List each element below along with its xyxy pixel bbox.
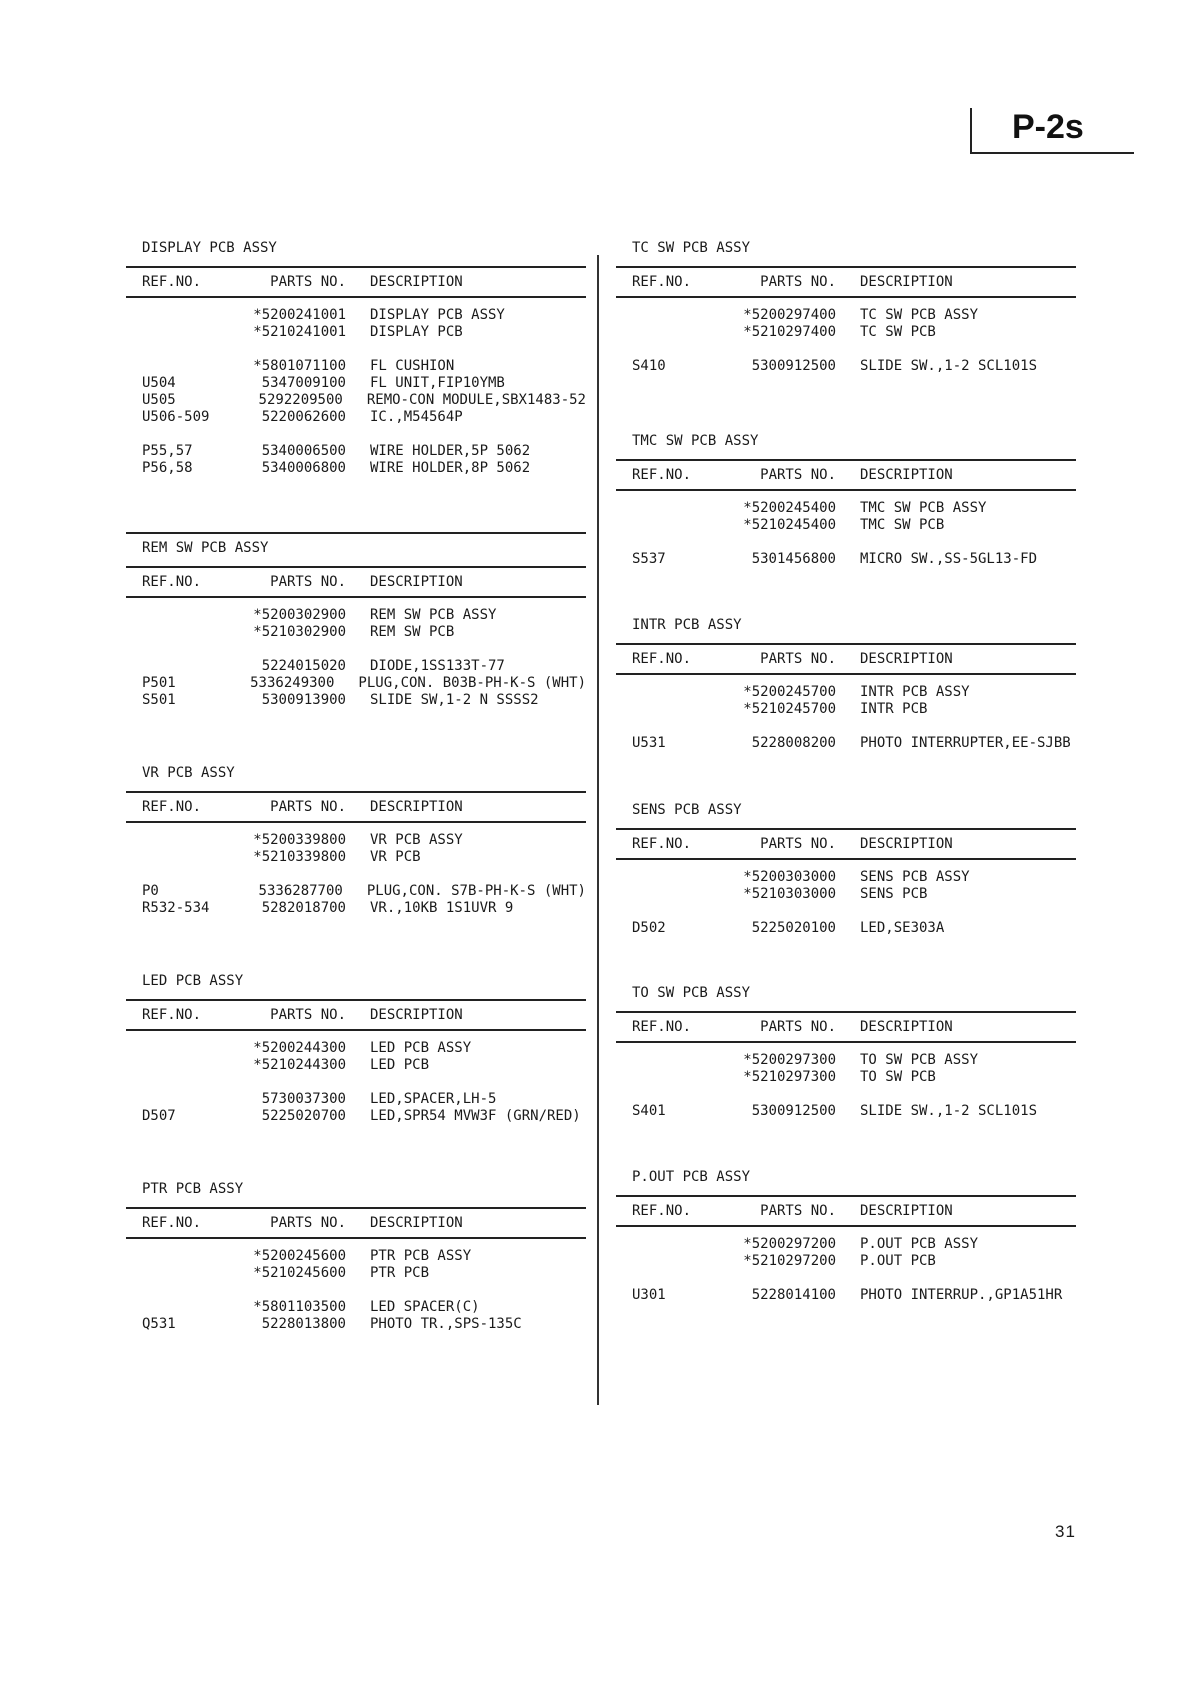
table-row bbox=[616, 517, 1076, 534]
part-no-cell: 5225020100 bbox=[751, 920, 836, 936]
description-cell: WIRE HOLDER,5P 5062 bbox=[370, 443, 531, 459]
part-no-cell: 5228008200 bbox=[751, 735, 836, 751]
description-cell: MICRO SW.,SS-5GL13-FD bbox=[860, 551, 1038, 567]
ref-no-cell: S401 bbox=[632, 1103, 666, 1119]
description-cell: FL CUSHION bbox=[370, 358, 455, 374]
part-no-cell: 5340006800 bbox=[261, 460, 346, 476]
part-no-cell: *5200297200 bbox=[743, 1236, 836, 1252]
table-header bbox=[616, 643, 1076, 675]
table-header bbox=[616, 266, 1076, 298]
description-cell: PLUG,CON. B03B-PH-K-S (WHT) bbox=[358, 675, 586, 691]
column-header-ref: REF.NO. bbox=[142, 798, 202, 815]
description-cell: LED PCB ASSY bbox=[370, 1040, 472, 1056]
part-no-cell: 5228013800 bbox=[261, 1316, 346, 1332]
description-cell: INTR PCB bbox=[860, 701, 928, 717]
table-row bbox=[126, 443, 586, 460]
table-body bbox=[126, 1239, 586, 1333]
table-row bbox=[126, 849, 586, 866]
description-cell: VR PCB bbox=[370, 849, 421, 865]
group-spacer bbox=[616, 903, 1076, 920]
part-no-cell: 5282018700 bbox=[261, 900, 346, 916]
ref-no-cell bbox=[126, 1248, 238, 1265]
page-code: P-2s bbox=[1012, 108, 1084, 146]
parts-section-tmc-sw-pcb-assy bbox=[616, 433, 1076, 568]
ref-no-cell bbox=[126, 1299, 238, 1316]
table-body bbox=[616, 675, 1076, 752]
ref-no-cell: P0 bbox=[142, 883, 159, 899]
column-header-desc: DESCRIPTION bbox=[860, 1018, 953, 1035]
description-cell: VR.,10KB 1S1UVR 9 bbox=[370, 900, 514, 916]
table-row bbox=[126, 692, 586, 709]
description-cell: PHOTO INTERRUPTER,EE-SJBB bbox=[860, 735, 1071, 751]
ref-no-cell: U531 bbox=[632, 735, 666, 751]
column-header-desc: DESCRIPTION bbox=[370, 573, 463, 590]
part-no-cell: *5801103500 bbox=[253, 1299, 346, 1315]
part-no-cell: *5200245600 bbox=[253, 1248, 346, 1264]
group-spacer bbox=[616, 1270, 1076, 1287]
part-no-cell: *5200241001 bbox=[253, 307, 346, 323]
ref-no-cell bbox=[126, 1091, 238, 1108]
part-no-cell: *5200297400 bbox=[743, 307, 836, 323]
section-title: VR PCB ASSY bbox=[142, 765, 235, 781]
parts-section-p-out-pcb-assy bbox=[616, 1169, 1076, 1304]
ref-no-cell: U506-509 bbox=[142, 409, 210, 425]
ref-no-cell bbox=[126, 358, 238, 375]
column-header-ref: REF.NO. bbox=[142, 573, 202, 590]
table-row bbox=[126, 460, 586, 477]
part-no-cell: *5200297300 bbox=[743, 1052, 836, 1068]
description-cell: LED,SPR54 MVW3F (GRN/RED) bbox=[370, 1108, 581, 1124]
part-no-cell: *5200302900 bbox=[253, 607, 346, 623]
table-row bbox=[126, 324, 586, 341]
description-cell: SLIDE SW,1-2 N SSSS2 bbox=[370, 692, 539, 708]
ref-no-cell bbox=[126, 832, 238, 849]
table-row bbox=[126, 375, 586, 392]
table-row bbox=[126, 1108, 586, 1125]
part-no-cell: *5200339800 bbox=[253, 832, 346, 848]
ref-no-cell bbox=[126, 1265, 238, 1282]
group-spacer bbox=[126, 341, 586, 358]
table-row bbox=[126, 1299, 586, 1316]
table-header bbox=[126, 791, 586, 823]
part-no-cell: 5292209500 bbox=[258, 392, 343, 408]
ref-no-cell: S501 bbox=[142, 692, 176, 708]
description-cell: VR PCB ASSY bbox=[370, 832, 463, 848]
description-cell: TMC SW PCB bbox=[860, 517, 945, 533]
description-cell: PLUG,CON. S7B-PH-K-S (WHT) bbox=[366, 883, 586, 899]
table-row bbox=[126, 358, 586, 375]
ref-no-cell: R532-534 bbox=[142, 900, 210, 916]
part-no-cell: *5200303000 bbox=[743, 869, 836, 885]
section-separator bbox=[126, 532, 586, 534]
table-row bbox=[616, 735, 1076, 752]
table-row bbox=[616, 701, 1076, 718]
part-no-cell: 5340006500 bbox=[261, 443, 346, 459]
part-no-cell: *5210297400 bbox=[743, 324, 836, 340]
ref-no-cell bbox=[616, 869, 728, 886]
column-header-ref: REF.NO. bbox=[142, 1006, 202, 1023]
part-no-cell: 5336287700 bbox=[258, 883, 343, 899]
description-cell: WIRE HOLDER,8P 5062 bbox=[370, 460, 531, 476]
column-header-ref: REF.NO. bbox=[632, 1202, 692, 1219]
column-header-parts: PARTS NO. bbox=[270, 1214, 346, 1231]
part-no-cell: *5210297200 bbox=[743, 1253, 836, 1269]
description-cell: SLIDE SW.,1-2 SCL101S bbox=[860, 358, 1038, 374]
parts-section-rem-sw-pcb-assy bbox=[126, 532, 586, 709]
table-header bbox=[616, 1011, 1076, 1043]
table-body bbox=[126, 823, 586, 917]
column-header-parts: PARTS NO. bbox=[760, 273, 836, 290]
part-no-cell: 5225020700 bbox=[261, 1108, 346, 1124]
parts-section-led-pcb-assy bbox=[126, 973, 586, 1125]
ref-no-cell bbox=[616, 684, 728, 701]
part-no-cell: 5347009100 bbox=[261, 375, 346, 391]
part-no-cell: 5300912500 bbox=[751, 1103, 836, 1119]
ref-no-cell bbox=[126, 607, 238, 624]
table-row bbox=[126, 1265, 586, 1282]
ref-no-cell: P501 bbox=[142, 675, 176, 691]
description-cell: REM SW PCB bbox=[370, 624, 455, 640]
description-cell: P.OUT PCB ASSY bbox=[860, 1236, 979, 1252]
ref-no-cell bbox=[126, 1040, 238, 1057]
ref-no-cell: U505 bbox=[142, 392, 176, 408]
ref-no-cell: U301 bbox=[632, 1287, 666, 1303]
table-row bbox=[616, 500, 1076, 517]
table-row bbox=[616, 869, 1076, 886]
part-no-cell: 5301456800 bbox=[751, 551, 836, 567]
description-cell: TMC SW PCB ASSY bbox=[860, 500, 987, 516]
part-no-cell: 5336249300 bbox=[250, 675, 335, 691]
part-no-cell: 5224015020 bbox=[261, 658, 346, 674]
column-header-desc: DESCRIPTION bbox=[370, 798, 463, 815]
ref-no-cell bbox=[616, 701, 728, 718]
description-cell: SLIDE SW.,1-2 SCL101S bbox=[860, 1103, 1038, 1119]
table-row bbox=[616, 307, 1076, 324]
group-spacer bbox=[126, 641, 586, 658]
parts-section-to-sw-pcb-assy bbox=[616, 985, 1076, 1120]
table-row bbox=[616, 551, 1076, 568]
part-no-cell: 5730037300 bbox=[261, 1091, 346, 1107]
part-no-cell: 5228014100 bbox=[751, 1287, 836, 1303]
table-header bbox=[616, 459, 1076, 491]
group-spacer bbox=[616, 1086, 1076, 1103]
section-title: INTR PCB ASSY bbox=[632, 617, 742, 633]
table-row bbox=[126, 900, 586, 917]
table-row bbox=[616, 684, 1076, 701]
description-cell: LED,SE303A bbox=[860, 920, 945, 936]
description-cell: SENS PCB ASSY bbox=[860, 869, 970, 885]
column-header-ref: REF.NO. bbox=[632, 1018, 692, 1035]
section-title: TO SW PCB ASSY bbox=[632, 985, 751, 1001]
table-row bbox=[616, 1236, 1076, 1253]
table-row bbox=[126, 1057, 586, 1074]
group-spacer bbox=[616, 718, 1076, 735]
table-row bbox=[126, 832, 586, 849]
table-row bbox=[616, 1253, 1076, 1270]
group-spacer bbox=[126, 426, 586, 443]
ref-no-cell bbox=[126, 324, 238, 341]
part-no-cell: *5210302900 bbox=[253, 624, 346, 640]
table-header bbox=[126, 1207, 586, 1239]
ref-no-cell bbox=[616, 307, 728, 324]
parts-section-ptr-pcb-assy bbox=[126, 1181, 586, 1333]
part-no-cell: *5210297300 bbox=[743, 1069, 836, 1085]
table-row bbox=[126, 1091, 586, 1108]
table-row bbox=[126, 392, 586, 409]
column-header-desc: DESCRIPTION bbox=[860, 466, 953, 483]
ref-no-cell: D502 bbox=[632, 920, 666, 936]
description-cell: DISPLAY PCB bbox=[370, 324, 463, 340]
table-body bbox=[616, 1227, 1076, 1304]
column-header-parts: PARTS NO. bbox=[760, 1202, 836, 1219]
description-cell: PTR PCB ASSY bbox=[370, 1248, 472, 1264]
ref-no-cell bbox=[126, 849, 238, 866]
section-title: TMC SW PCB ASSY bbox=[632, 433, 759, 449]
group-spacer bbox=[126, 866, 586, 883]
column-header-desc: DESCRIPTION bbox=[370, 1006, 463, 1023]
table-body bbox=[616, 1043, 1076, 1120]
left-column bbox=[126, 240, 586, 1333]
table-row bbox=[126, 307, 586, 324]
parts-section-tc-sw-pcb-assy bbox=[616, 240, 1076, 375]
part-no-cell: *5210245400 bbox=[743, 517, 836, 533]
column-header-ref: REF.NO. bbox=[142, 1214, 202, 1231]
column-header-parts: PARTS NO. bbox=[270, 798, 346, 815]
column-header-ref: REF.NO. bbox=[632, 273, 692, 290]
section-title: PTR PCB ASSY bbox=[142, 1181, 244, 1197]
part-no-cell: 5220062600 bbox=[261, 409, 346, 425]
description-cell: DISPLAY PCB ASSY bbox=[370, 307, 505, 323]
section-title: DISPLAY PCB ASSY bbox=[142, 240, 277, 256]
table-row bbox=[616, 1287, 1076, 1304]
part-no-cell: *5210245700 bbox=[743, 701, 836, 717]
description-cell: LED SPACER(C) bbox=[370, 1299, 480, 1315]
ref-no-cell: P55,57 bbox=[142, 443, 193, 459]
ref-no-cell bbox=[616, 517, 728, 534]
table-row bbox=[616, 358, 1076, 375]
group-spacer bbox=[126, 1282, 586, 1299]
ref-no-cell: U504 bbox=[142, 375, 176, 391]
description-cell: P.OUT PCB bbox=[860, 1253, 936, 1269]
table-row bbox=[126, 675, 586, 692]
part-no-cell: *5801071100 bbox=[253, 358, 346, 374]
table-body bbox=[126, 1031, 586, 1125]
description-cell: INTR PCB ASSY bbox=[860, 684, 970, 700]
ref-no-cell: Q531 bbox=[142, 1316, 176, 1332]
part-no-cell: *5200245400 bbox=[743, 500, 836, 516]
ref-no-cell bbox=[616, 886, 728, 903]
ref-no-cell: P56,58 bbox=[142, 460, 193, 476]
column-header-parts: PARTS NO. bbox=[760, 466, 836, 483]
ref-no-cell bbox=[616, 1069, 728, 1086]
column-header-desc: DESCRIPTION bbox=[860, 1202, 953, 1219]
description-cell: REMO-CON MODULE,SBX1483-52 bbox=[366, 392, 586, 408]
description-cell: PTR PCB bbox=[370, 1265, 430, 1281]
ref-no-cell: D507 bbox=[142, 1108, 176, 1124]
description-cell: SENS PCB bbox=[860, 886, 928, 902]
description-cell: TO SW PCB bbox=[860, 1069, 936, 1085]
table-header bbox=[126, 999, 586, 1031]
part-no-cell: *5210245600 bbox=[253, 1265, 346, 1281]
table-row bbox=[126, 1040, 586, 1057]
table-header bbox=[616, 828, 1076, 860]
column-header-desc: DESCRIPTION bbox=[370, 273, 463, 290]
table-row bbox=[616, 886, 1076, 903]
description-cell: LED PCB bbox=[370, 1057, 430, 1073]
table-row bbox=[616, 1103, 1076, 1120]
ref-no-cell bbox=[616, 1253, 728, 1270]
table-row bbox=[126, 409, 586, 426]
column-header-parts: PARTS NO. bbox=[270, 573, 346, 590]
table-row bbox=[616, 324, 1076, 341]
table-row bbox=[616, 920, 1076, 937]
column-header-ref: REF.NO. bbox=[142, 273, 202, 290]
part-no-cell: 5300912500 bbox=[751, 358, 836, 374]
table-row bbox=[126, 1248, 586, 1265]
description-cell: DIODE,1SS133T-77 bbox=[370, 658, 505, 674]
ref-no-cell bbox=[126, 1057, 238, 1074]
description-cell: FL UNIT,FIP10YMB bbox=[370, 375, 505, 391]
section-title: SENS PCB ASSY bbox=[632, 802, 742, 818]
column-header-desc: DESCRIPTION bbox=[860, 835, 953, 852]
description-cell: IC.,M54564P bbox=[370, 409, 463, 425]
column-header-parts: PARTS NO. bbox=[760, 650, 836, 667]
column-header-desc: DESCRIPTION bbox=[860, 273, 953, 290]
section-title: LED PCB ASSY bbox=[142, 973, 244, 989]
table-body bbox=[616, 860, 1076, 937]
column-header-ref: REF.NO. bbox=[632, 466, 692, 483]
table-row bbox=[126, 1316, 586, 1333]
column-header-parts: PARTS NO. bbox=[760, 835, 836, 852]
description-cell: TC SW PCB ASSY bbox=[860, 307, 979, 323]
column-header-parts: PARTS NO. bbox=[270, 273, 346, 290]
table-body bbox=[616, 491, 1076, 568]
group-spacer bbox=[616, 341, 1076, 358]
part-no-cell: *5210339800 bbox=[253, 849, 346, 865]
column-header-ref: REF.NO. bbox=[632, 835, 692, 852]
ref-no-cell: S537 bbox=[632, 551, 666, 567]
column-header-parts: PARTS NO. bbox=[760, 1018, 836, 1035]
ref-no-cell bbox=[616, 500, 728, 517]
ref-no-cell bbox=[616, 1236, 728, 1253]
part-no-cell: 5300913900 bbox=[261, 692, 346, 708]
table-row bbox=[126, 607, 586, 624]
part-no-cell: *5210244300 bbox=[253, 1057, 346, 1073]
table-row bbox=[126, 624, 586, 641]
part-no-cell: *5210303000 bbox=[743, 886, 836, 902]
parts-section-intr-pcb-assy bbox=[616, 617, 1076, 752]
table-body bbox=[126, 598, 586, 709]
table-row bbox=[126, 658, 586, 675]
ref-no-cell bbox=[126, 307, 238, 324]
part-no-cell: *5210241001 bbox=[253, 324, 346, 340]
ref-no-cell bbox=[126, 658, 238, 675]
description-cell: TO SW PCB ASSY bbox=[860, 1052, 979, 1068]
description-cell: TC SW PCB bbox=[860, 324, 936, 340]
description-cell: LED,SPACER,LH-5 bbox=[370, 1091, 497, 1107]
ref-no-cell bbox=[126, 624, 238, 641]
table-body bbox=[616, 298, 1076, 375]
description-cell: PHOTO TR.,SPS-135C bbox=[370, 1316, 522, 1332]
ref-no-cell bbox=[616, 324, 728, 341]
column-divider bbox=[597, 255, 599, 1405]
table-header bbox=[126, 566, 586, 598]
description-cell: REM SW PCB ASSY bbox=[370, 607, 497, 623]
group-spacer bbox=[126, 1074, 586, 1091]
table-body bbox=[126, 298, 586, 477]
table-row bbox=[616, 1069, 1076, 1086]
parts-section-sens-pcb-assy bbox=[616, 802, 1076, 937]
ref-no-cell bbox=[616, 1052, 728, 1069]
column-header-ref: REF.NO. bbox=[632, 650, 692, 667]
parts-section-display-pcb-assy bbox=[126, 240, 586, 477]
section-title: REM SW PCB ASSY bbox=[142, 540, 269, 556]
table-header bbox=[616, 1195, 1076, 1227]
description-cell: PHOTO INTERRUP.,GP1A51HR bbox=[860, 1287, 1063, 1303]
table-row bbox=[616, 1052, 1076, 1069]
column-header-desc: DESCRIPTION bbox=[370, 1214, 463, 1231]
table-row bbox=[126, 883, 586, 900]
part-no-cell: *5200244300 bbox=[253, 1040, 346, 1056]
section-title: P.OUT PCB ASSY bbox=[632, 1169, 751, 1185]
column-header-parts: PARTS NO. bbox=[270, 1006, 346, 1023]
column-header-desc: DESCRIPTION bbox=[860, 650, 953, 667]
table-header bbox=[126, 266, 586, 298]
part-no-cell: *5200245700 bbox=[743, 684, 836, 700]
page-number: 31 bbox=[1055, 1522, 1076, 1541]
group-spacer bbox=[616, 534, 1076, 551]
section-title: TC SW PCB ASSY bbox=[632, 240, 751, 256]
right-column bbox=[616, 240, 1076, 1304]
ref-no-cell: S410 bbox=[632, 358, 666, 374]
parts-section-vr-pcb-assy bbox=[126, 765, 586, 917]
